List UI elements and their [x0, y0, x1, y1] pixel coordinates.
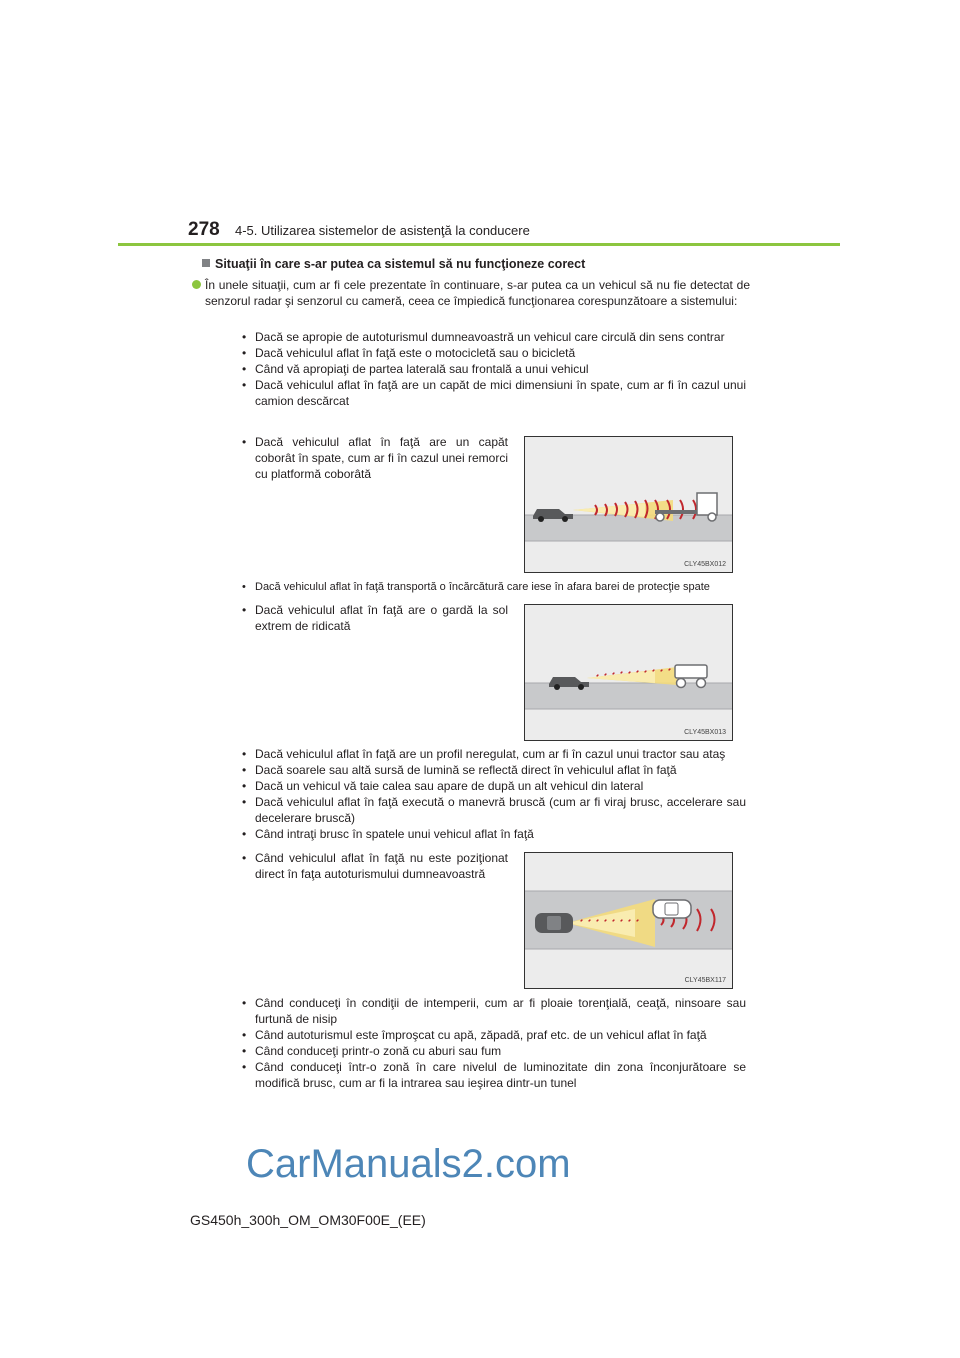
list-c	[242, 995, 746, 1091]
header-divider	[118, 243, 840, 246]
intro-paragraph	[205, 277, 750, 309]
figure-code: CLY45BX012	[684, 561, 726, 568]
list-item: • Dacă vehiculul aflat în faţă are o gardă la sol extrem de ridicată	[242, 602, 508, 634]
figure-lowered-trailer	[524, 436, 733, 573]
fig3-caption	[242, 850, 508, 882]
fig1-caption	[242, 434, 508, 482]
list-item: • Dacă soarele sau altă sursă de lumină se reflectă direct în vehiculul aflat în faţă	[242, 762, 746, 778]
fig2-caption	[242, 602, 508, 634]
square-bullet-icon	[202, 259, 210, 267]
list-item: • Dacă vehiculul aflat în faţă are un capăt de mici dimensiuni în spate, cum ar fi în cazul unui camion descărcat	[242, 377, 746, 409]
list-item: • Când vă apropiaţi de partea laterală sau frontală a unui vehicul	[242, 361, 746, 377]
list-item: • Când vehiculul aflat în faţă nu este poziţionat direct în faţa autoturismului dumneavoastră	[242, 850, 508, 882]
list-item: • Dacă vehiculul aflat în faţă are un profil neregulat, cum ar fi în cazul unui tractor sau ataş	[242, 746, 746, 762]
list-item: • Dacă se apropie de autoturismul dumneavoastră un vehicul care circulă din sens contrar	[242, 329, 746, 345]
list-item: • Când conduceţi în condiţii de intemperii, cum ar fi ploaie torenţială, ceaţă, ninsoare sau furtună de nisip	[242, 995, 746, 1027]
list-item: • Când intraţi brusc în spatele unui vehicul aflat în faţă	[242, 826, 746, 842]
chapter-title: 4-5. Utilizarea sistemelor de asistenţă la conducere	[235, 223, 530, 238]
watermark: CarManuals2.com	[246, 1142, 571, 1186]
list-item: • Dacă vehiculul aflat în faţă execută o manevră bruscă (cum ar fi viraj brusc, accelerare sau decelerare bruscă)	[242, 794, 746, 826]
page-number: 278	[188, 219, 220, 240]
list-a	[242, 329, 746, 409]
section-title	[202, 257, 585, 271]
list-item: • Dacă vehiculul aflat în faţă este o motocicletă sau o bicicletă	[242, 345, 746, 361]
figure-offset-vehicle	[524, 852, 733, 989]
lowered-trailer-illustration	[525, 437, 732, 572]
intro-text: În unele situaţii, cum ar fi cele prezentate în continuare, s-ar putea ca un vehicul să nu fie detectat de senzorul radar şi senzorul cu cameră, ceea ce împiedică funcţionarea corespunzătoare a sistemului:	[205, 278, 750, 308]
figure-code: CLY45BX117	[684, 977, 726, 984]
list-item: • Dacă vehiculul aflat în faţă transportă o încărcătură care iese în afara barei de protecţie spate	[242, 579, 762, 595]
list-item: • Când conduceţi într-o zonă în care nivelul de luminozitate din zona înconjurătoare se modifică brusc, cum ar fi la intrarea sau ieşirea dintr-un tunel	[242, 1059, 746, 1091]
cargo-item	[242, 579, 762, 595]
list-item: • Dacă un vehicul vă taie calea sau apare de după un alt vehicul din lateral	[242, 778, 746, 794]
offset-vehicle-illustration	[525, 853, 732, 988]
high-clearance-illustration	[525, 605, 732, 740]
list-item: • Când autoturismul este împroşcat cu apă, zăpadă, praf etc. de un vehicul aflat în faţă	[242, 1027, 746, 1043]
figure-code: CLY45BX013	[684, 729, 726, 736]
figure-high-clearance	[524, 604, 733, 741]
footer-doc-code: GS450h_300h_OM_OM30F00E_(EE)	[190, 1212, 426, 1228]
list-item: • Când conduceţi printr-o zonă cu aburi sau fum	[242, 1043, 746, 1059]
list-item: • Dacă vehiculul aflat în faţă are un capăt coborât în spate, cum ar fi în cazul unei remorci cu platformă coborâtă	[242, 434, 508, 482]
circle-bullet-icon	[192, 280, 201, 289]
list-b	[242, 746, 746, 842]
section-title-text: Situaţii în care s-ar putea ca sistemul să nu funcţioneze corect	[215, 257, 586, 271]
